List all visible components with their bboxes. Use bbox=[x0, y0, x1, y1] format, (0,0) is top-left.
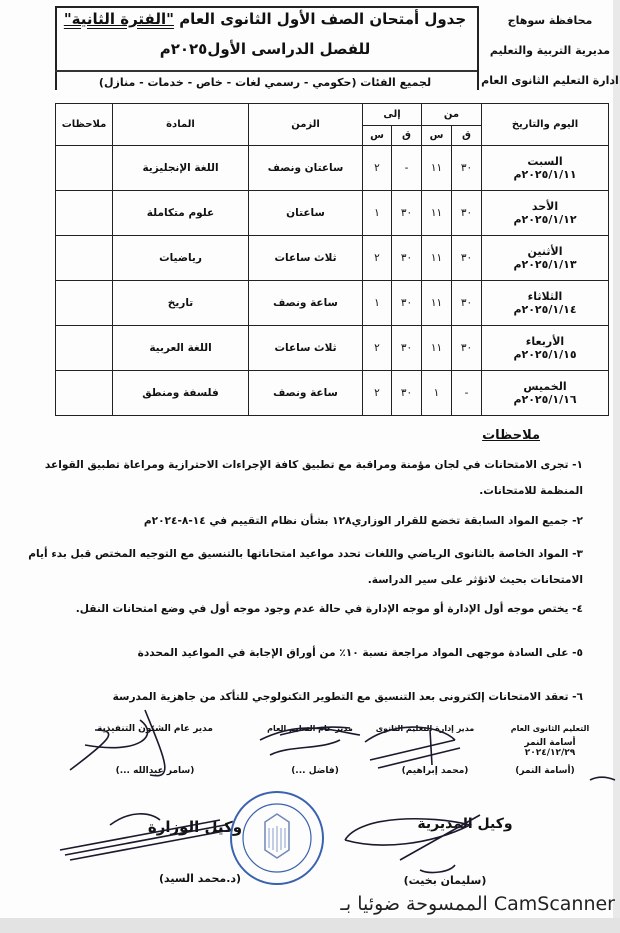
exam-date: ٢٠٢٥/١/١٣م bbox=[513, 258, 577, 271]
note-3: ٣- المواد الخاصة بالثانوى الرياضي واللغات تحدد مواعيد امتحاناتها بالتنسيق مع التوجيه المختص قبل بدء أيام الامتحانات بحيث لاتؤثر على سير الدراسة. bbox=[28, 548, 583, 586]
day-name: الأثنين bbox=[527, 245, 563, 258]
to-minute: ٣٠ bbox=[392, 236, 422, 281]
title-prefix: جدول أمتحان الصف الأول الثانوى العام bbox=[179, 10, 467, 28]
from-hour: ١١ bbox=[422, 236, 452, 281]
table-row bbox=[56, 146, 609, 191]
title-period: "الفترة الثانية" bbox=[63, 10, 174, 28]
from-minute: ٣٠ bbox=[452, 236, 482, 281]
org-governorate: محافظة سوهاج bbox=[507, 14, 593, 27]
header-duration: الزمن bbox=[249, 104, 363, 146]
header-separator bbox=[477, 6, 479, 90]
from-minute: ٣٠ bbox=[452, 326, 482, 371]
duration: ثلاث ساعات bbox=[249, 236, 363, 281]
header-day-date: اليوم والتاريخ bbox=[482, 104, 609, 146]
duration: ساعة ونصف bbox=[249, 371, 363, 416]
signature-role-secondary: التعليم الثانوى العام bbox=[510, 724, 590, 733]
header-notes: ملاحظات bbox=[56, 104, 113, 146]
signature-name-1: (أسامة النمر) bbox=[515, 766, 575, 776]
header-to-minute: ق bbox=[392, 126, 422, 146]
from-hour: ١ bbox=[422, 371, 452, 416]
signature-name-deputy: (سليمان بخيت) bbox=[403, 874, 487, 887]
row-notes bbox=[56, 281, 113, 326]
row-notes bbox=[56, 191, 113, 236]
header-from: من bbox=[422, 104, 482, 126]
table-row bbox=[56, 236, 609, 281]
day-date-cell bbox=[482, 191, 609, 236]
from-hour: ١١ bbox=[422, 281, 452, 326]
signature-role-secondary-director: مدير إدارة التعليم الثانوى bbox=[375, 724, 475, 733]
day-name: الأربعاء bbox=[525, 335, 565, 348]
to-minute: ٣٠ bbox=[392, 326, 422, 371]
exam-date: ٢٠٢٥/١/١٦م bbox=[513, 393, 577, 406]
from-minute: ٣٠ bbox=[452, 281, 482, 326]
from-minute: ٣٠ bbox=[452, 191, 482, 236]
row-notes bbox=[56, 326, 113, 371]
duration: ثلاث ساعات bbox=[249, 326, 363, 371]
day-date-cell bbox=[482, 281, 609, 326]
table-row bbox=[56, 191, 609, 236]
header-to: إلى bbox=[363, 104, 422, 126]
official-stamp bbox=[227, 788, 327, 888]
from-minute: ٣٠ bbox=[452, 146, 482, 191]
signature-name-ministry-deputy: (د.محمد السيد) bbox=[158, 872, 242, 885]
day-name: الأحد bbox=[531, 200, 559, 213]
signature-role-general-education: مدير عام التعليم العام bbox=[267, 724, 353, 733]
note-2: ٢- جميع المواد السابقة تخضع للقرار الوزاري١٢٨ بشأن نظام التقييم في ١٤-٨-٢٠٢٤م bbox=[143, 515, 583, 527]
signature-role-directorate-deputy: وكيل المديرية bbox=[417, 816, 513, 832]
exam-date: ٢٠٢٥/١/١٥م bbox=[513, 348, 577, 361]
signature-name-2: (محمد إبراهيم) bbox=[401, 766, 469, 776]
table-row bbox=[56, 281, 609, 326]
from-hour: ١١ bbox=[422, 326, 452, 371]
note-5: ٥- على السادة موجهى المواد مراجعة نسبة ١٠٪ من أوراق الإجابة في المواعيد المحددة bbox=[137, 647, 583, 659]
day-date-cell bbox=[482, 236, 609, 281]
signature-scribble bbox=[590, 777, 615, 780]
student-groups: لجميع الفئات (حكومي - رسمي لغات - خاص - خدمات - منازل) bbox=[98, 76, 432, 89]
from-hour: ١١ bbox=[422, 146, 452, 191]
duration: ساعتان bbox=[249, 191, 363, 236]
subject: رياضيات bbox=[113, 236, 249, 281]
document-title bbox=[60, 10, 470, 28]
to-hour: ١ bbox=[363, 281, 392, 326]
table-row bbox=[56, 371, 609, 416]
duration: ساعة ونصف bbox=[249, 281, 363, 326]
header-from-hour: س bbox=[422, 126, 452, 146]
signature-name-3: (فاضل ...) bbox=[291, 766, 339, 776]
header-from-minute: ق bbox=[452, 126, 482, 146]
signature-handwritten: أسامة النمر ٢٠٢٤/١٢/٢٩ bbox=[524, 738, 576, 758]
header-subject: المادة bbox=[113, 104, 249, 146]
signature-role-ministry-deputy: وكيل الوزارة bbox=[147, 818, 243, 836]
note-1: ١- تجرى الامتحانات في لجان مؤمنة ومراقبة مع تطبيق كافة الإجراءات الاحترازية ومراعاة تطبيق القواعد المنظمة للامتحانات. bbox=[44, 459, 583, 497]
exam-date: ٢٠٢٥/١/١١م bbox=[513, 168, 577, 181]
subject: علوم متكاملة bbox=[113, 191, 249, 236]
from-minute: - bbox=[452, 371, 482, 416]
row-notes bbox=[56, 236, 113, 281]
exam-date: ٢٠٢٥/١/١٢م bbox=[513, 213, 577, 226]
to-minute: - bbox=[392, 146, 422, 191]
to-hour: ١ bbox=[363, 191, 392, 236]
day-name: الثلاثاء bbox=[527, 290, 563, 303]
day-name: السبت bbox=[527, 155, 563, 168]
to-minute: ٣٠ bbox=[392, 191, 422, 236]
row-notes bbox=[56, 371, 113, 416]
row-notes bbox=[56, 146, 113, 191]
note-4: ٤- يختص موجه أول الإدارة أو موجه الإدارة في حالة عدم وجود موجه أول في وضع امتحانات النقل. bbox=[75, 603, 583, 615]
signature-role-executive: مدير عام الشئون التنفيذية bbox=[97, 724, 213, 734]
duration: ساعتان ونصف bbox=[249, 146, 363, 191]
subject: تاريخ bbox=[113, 281, 249, 326]
day-date-cell bbox=[482, 371, 609, 416]
to-hour: ٢ bbox=[363, 326, 392, 371]
document-subtitle: للفصل الدراسى الأول٢٠٢٥م bbox=[159, 40, 371, 58]
subject: اللغة الإنجليزية bbox=[113, 146, 249, 191]
org-department: ادارة التعليم الثانوى العام bbox=[481, 74, 619, 87]
to-hour: ٢ bbox=[363, 236, 392, 281]
signature-name-4: (سامر عبدالله ...) bbox=[115, 766, 195, 776]
header-divider bbox=[55, 70, 479, 72]
note-6: ٦- تعقد الامتحانات إلكترونى بعد التنسيق مع التطوير التكنولوجي للتأكد من جاهزية المدرسة bbox=[112, 691, 583, 703]
table-row bbox=[56, 326, 609, 371]
day-name: الخميس bbox=[523, 380, 567, 393]
subject: اللغة العربية bbox=[113, 326, 249, 371]
to-hour: ٢ bbox=[363, 371, 392, 416]
to-minute: ٣٠ bbox=[392, 281, 422, 326]
exam-date: ٢٠٢٥/١/١٤م bbox=[513, 303, 577, 316]
org-directorate: مديرية التربية والتعليم bbox=[489, 44, 611, 57]
header-to-hour: س bbox=[363, 126, 392, 146]
camscanner-watermark: الممسوحة ضوئيا بـ CamScanner bbox=[340, 893, 615, 915]
from-hour: ١١ bbox=[422, 191, 452, 236]
exam-schedule-table bbox=[55, 103, 609, 416]
to-minute: ٣٠ bbox=[392, 371, 422, 416]
signature-scribble bbox=[365, 727, 460, 768]
bottom-bar bbox=[0, 918, 620, 933]
day-date-cell bbox=[482, 326, 609, 371]
to-hour: ٢ bbox=[363, 146, 392, 191]
day-date-cell bbox=[482, 146, 609, 191]
subject: فلسفة ومنطق bbox=[113, 371, 249, 416]
notes-title: ملاحظات bbox=[482, 428, 540, 443]
